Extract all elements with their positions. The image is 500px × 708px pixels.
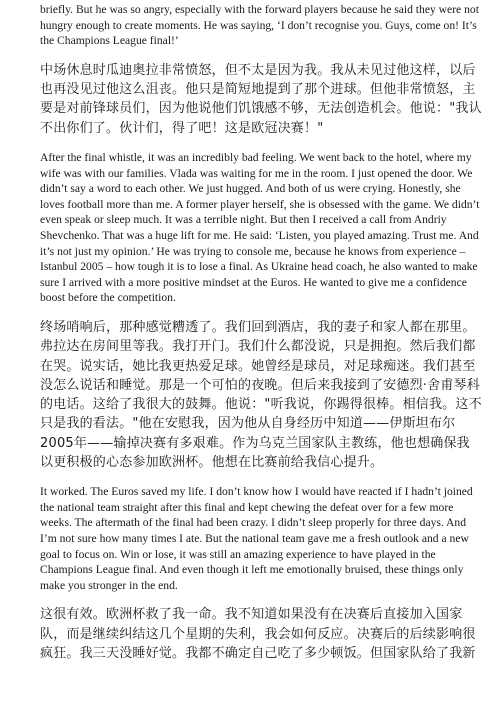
paragraph-en-2: After the final whistle, it was an incredibly bad feeling. We went back to the hotel, where my wife was with our families. Vlada was waiting for me in the room. I just opened the door. We didn’t say a word to each other. We just hugged. And both of us were crying. Honestly, she loves football more than me. A former player herself, she is obsessed with the game. We didn’t even speak or sleep much. It was a terrible night. But then I received a call from Andriy Shevchenko. That was a huge lift for me. He said: ‘Listen, you played amazing. Trust me. And it’s not just my opinion.’ He was trying to console me, because he knows from experience – Istanbul 2005 – how tough it is to lose a final. As Ukraine head coach, he also wanted to make sure I arrived with a more positive mindset at the Euros. He wanted to give me a confidence boost before the competition. <box>40 150 480 305</box>
paragraph-en-3: It worked. The Euros saved my life. I don’t know how I would have reacted if I hadn’t joined the national team straight after this final and kept chewing the defeat over for a few more weeks. The aftermath of the final had been crazy. I didn’t sleep properly for three days. And I’m not sure how many times I ate. But the national team gave me a fresh outlook and a new goal to focus on. Win or lose, it was still an amazing experience to have played in the Champions League final. And even though it left me emotionally bruised, these things only make you stronger in the end. <box>40 485 473 592</box>
paragraph-zh-3: 这很有效。欧洲杯救了我一命。我不知道如果没有在决赛后直接加入国家队，而是继续纠结这几个星期的失利，我会如何反应。决赛后的后续影响很疯狂。我三天没睡好觉。我都不确定自己吃了多少顿饭。但国家队给了我新 <box>40 607 476 662</box>
paragraph-zh-1: 中场休息时瓜迪奥拉非常愤怒，但不太是因为我。我从未见过他这样，以后也再没见过他这么沮丧。他只是简短地提到了那个进球。但他非常愤怒，主要是对前锋球员们，因为他说他们饥饿感不够，无法创造机会。他说："我认不出你们了。伙计们，得了吧！这是欧冠决赛！" <box>40 62 482 136</box>
paragraph-en-1: briefly. But he was so angry, especially with the forward players because he said they were not hungry enough to create moments. He was saying, ‘I don’t recognise you. Guys, come on! It’s the Champions League final!’ <box>40 3 479 48</box>
paragraph-zh-2: 终场哨响后，那种感觉糟透了。我们回到酒店，我的妻子和家人都在那里。弗拉达在房间里等我。我打开门。我们什么都没说，只是拥抱。然后我们都在哭。说实话，她比我更热爱足球。她曾经是球员，对足球痴迷。我们甚至没怎么说话和睡觉。那是一个可怕的夜晚。但后来我接到了安德烈·舍甫琴科的电话。这给了我很大的鼓舞。他说："听我说，你踢得很棒。相信我。这不只是我的看法。"他在安慰我，因为他从自身经历中知道——伊斯坦布尔2005年——输掉决赛有多艰难。作为乌克兰国家队主教练，他也想确保我以更积极的心态参加欧洲杯。他想在比赛前给我信心提升。 <box>40 319 482 470</box>
